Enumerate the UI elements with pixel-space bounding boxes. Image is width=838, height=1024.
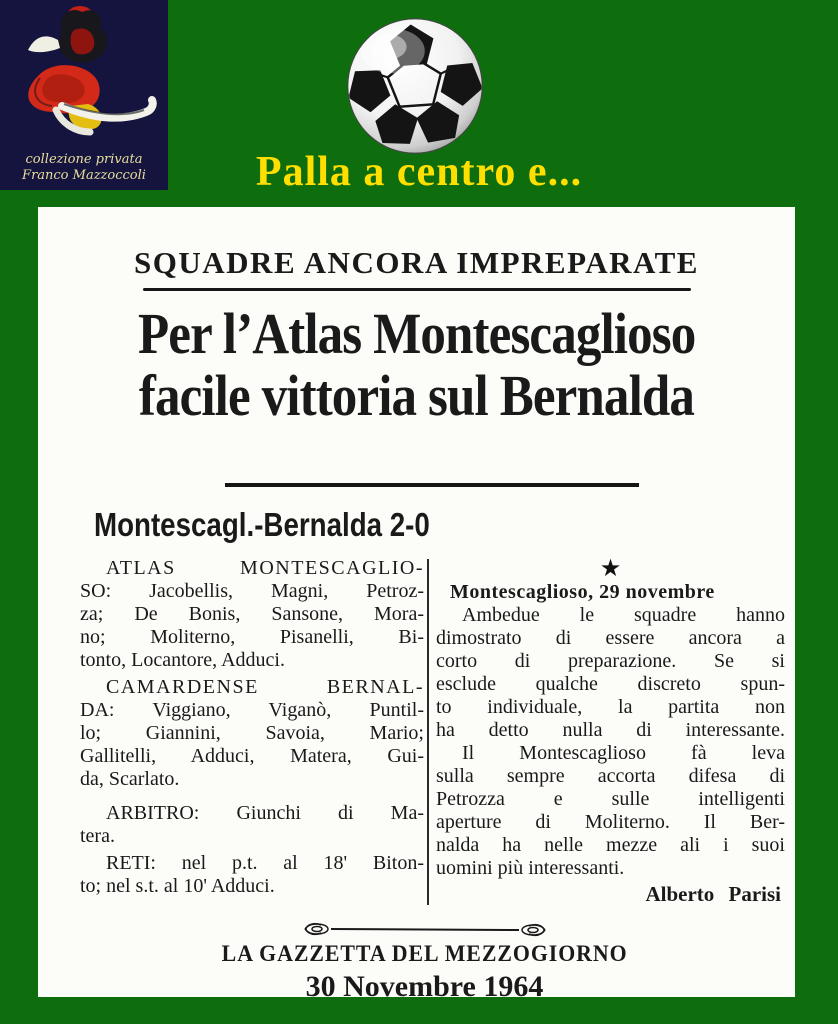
newspaper-clipping: [38, 207, 795, 1003]
lineups-column: [80, 557, 427, 907]
ornament-divider-icon: [303, 921, 547, 937]
body-line: da, Scarlato.: [80, 767, 180, 790]
body-line: RETI: nel p.t. al 18' Biton-: [106, 851, 424, 874]
masthead-title: LA GAZZETTA DEL MEZZOGIORNO: [221, 940, 628, 966]
publication-date: 30 Novembre 1964: [305, 969, 544, 1003]
body-line: tonto, Locantore, Adduci.: [80, 648, 285, 671]
collection-credit-line2: Franco Mazzoccoli: [22, 168, 146, 183]
body-line: Montescaglioso, 29 novembre: [450, 580, 715, 603]
star-icon: ★: [599, 555, 622, 582]
body-line: uomini più interessanti.: [436, 856, 625, 879]
report-text: [436, 581, 785, 880]
body-line: Ambedue le squadre hanno: [462, 603, 785, 626]
body-line: nalda ha nelle mezze ali i suoi: [436, 833, 785, 856]
main-headline-line1: Per l’Atlas Montescaglioso: [137, 300, 696, 366]
body-line: corto di preparazione. Se si: [436, 649, 785, 672]
body-line: ARBITRO: Giunchi di Ma-: [106, 801, 424, 824]
match-score-line: Montescagl.-Bernalda 2-0: [94, 505, 430, 543]
kicker-underline-rule: [143, 288, 691, 291]
body-line: dimostrato di essere ancora a: [436, 626, 785, 649]
body-line: lo; Giannini, Savoia, Mario;: [80, 721, 424, 744]
body-line: SO: Jacobellis, Magni, Petroz-: [80, 579, 424, 602]
body-line: tera.: [80, 824, 115, 847]
body-line: ha detto nulla di interessante.: [436, 718, 785, 741]
clipping-footer: [46, 921, 803, 1003]
body-line: Gallitelli, Adduci, Matera, Gui-: [80, 744, 424, 767]
headline-bottom-rule: [225, 483, 639, 487]
body-line: za; De Bonis, Sansone, Mora-: [80, 602, 424, 625]
body-line: esclude qualche discreto spun-: [436, 672, 785, 695]
author-signature: Alberto Parisi: [645, 881, 781, 906]
body-line: Il Montescaglioso fà leva: [462, 741, 785, 764]
soccer-ball-icon: [345, 16, 485, 156]
collection-credit-line1: collezione privata: [25, 152, 143, 167]
body-line: sulla sempre accorta difesa di: [436, 764, 785, 787]
kicker-headline: SQUADRE ANCORA IMPREPARATE: [134, 245, 699, 280]
body-line: aperture di Moliterno. Il Ber-: [436, 810, 785, 833]
body-line: Petrozza e sulle intelligenti: [436, 787, 785, 810]
body-line: ATLAS MONTESCAGLIO-: [106, 556, 424, 579]
report-column: [429, 557, 785, 907]
body-line: to; nel s.t. al 10' Adduci.: [80, 874, 275, 897]
abstract-footballer-painting-icon: [0, 0, 168, 150]
body-line: to individuale, la partita non: [436, 695, 785, 718]
main-headline-line2: facile vittoria sul Bernalda: [138, 362, 695, 428]
page-tagline: Palla a centro e...: [255, 149, 583, 195]
article-columns: [80, 557, 792, 907]
body-line: DA: Viggiano, Viganò, Puntil-: [80, 698, 424, 721]
body-line: CAMARDENSE BERNAL-: [106, 675, 424, 698]
body-line: no; Moliterno, Pisanelli, Bi-: [80, 625, 424, 648]
